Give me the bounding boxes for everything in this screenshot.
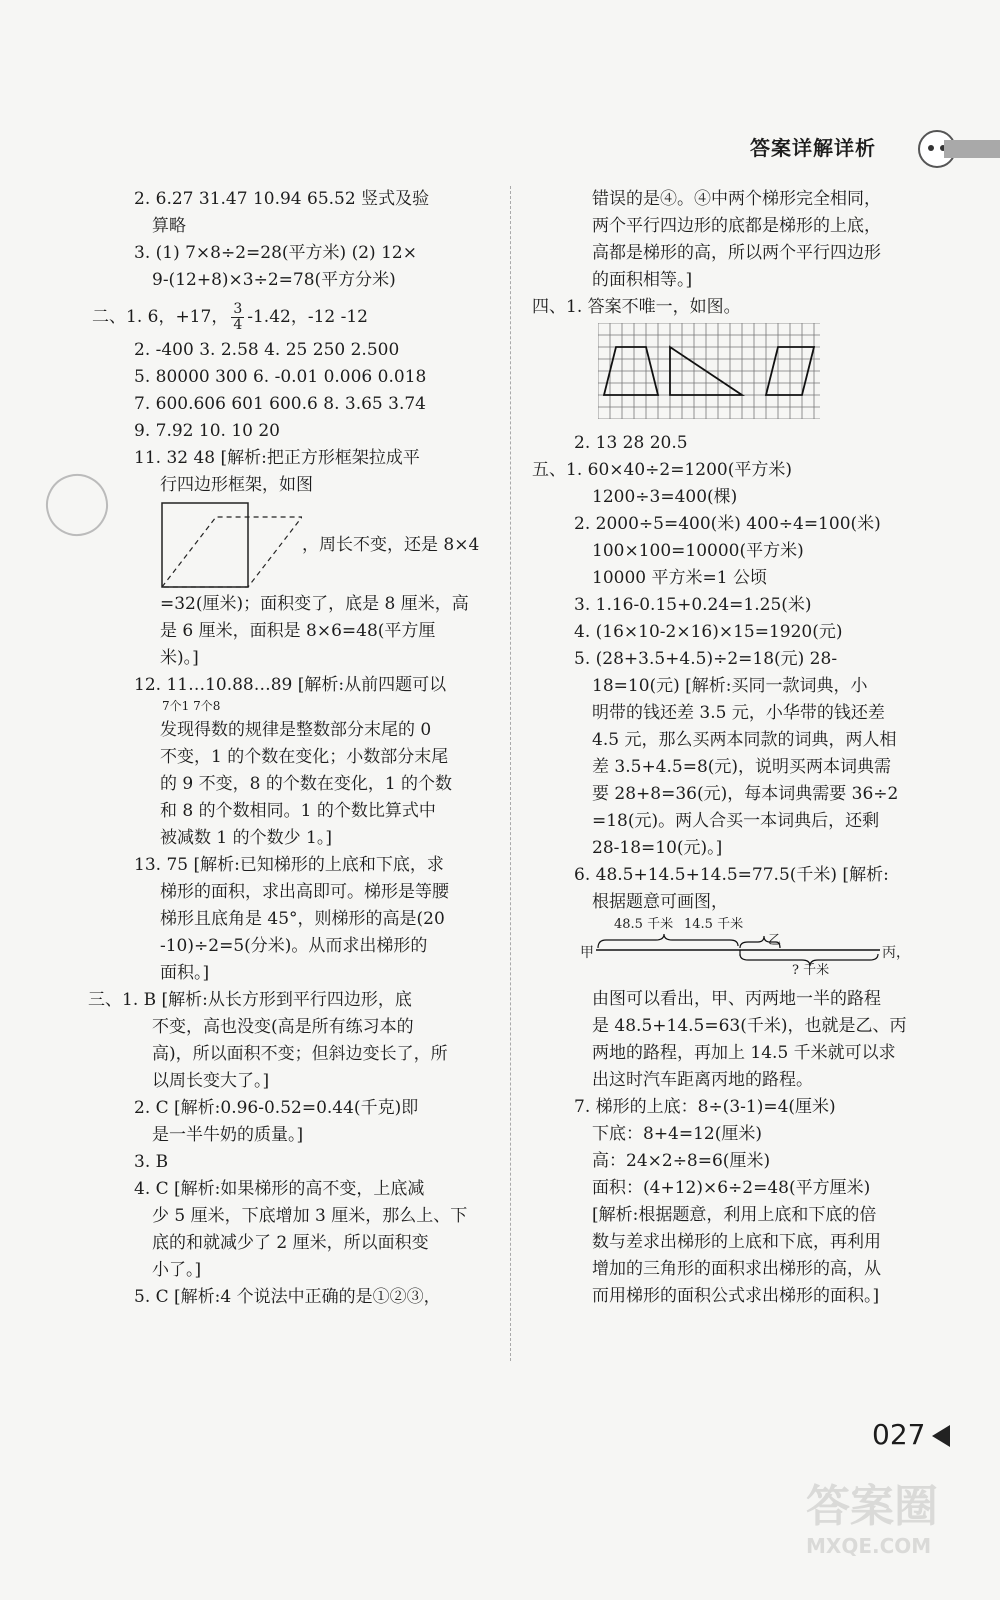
left-column <box>88 186 502 1311</box>
answer-line: 高)，所以面积不变；但斜边变长了，所 <box>152 1044 448 1064</box>
answer-line: 100×100=10000(平方米) <box>592 541 804 561</box>
answer-line: 要 28+8=36(元)，每本词典需要 36÷2 <box>592 784 899 804</box>
answer-line-section-4: 四、1. 答案不唯一，如图。 <box>532 297 741 317</box>
watermark-text-1: 答案圈 <box>806 1481 938 1532</box>
answer-line: [解析:根据题意，利用上底和下底的倍 <box>592 1205 877 1225</box>
answer-line: 两地的路程，再加上 14.5 千米就可以求 <box>592 1043 896 1063</box>
answer-line: 9-(12+8)×3÷2=78(平方分米) <box>152 270 396 290</box>
route-line-svg <box>580 918 890 984</box>
label-jia: 甲 <box>580 945 594 961</box>
answer-line: 下底：8+4=12(厘米) <box>592 1124 763 1144</box>
answer-line: 28-18=10(元)。] <box>592 838 723 858</box>
page-number: 027 <box>872 1418 926 1451</box>
answer-line: 少 5 厘米，下底增加 3 厘米，那么上、下 <box>152 1206 468 1226</box>
answer-text: -1.42，-12 -12 <box>247 307 369 327</box>
column-divider <box>510 186 511 1361</box>
answer-line: 18=10(元) [解析:买同一款词典，小 <box>592 676 868 696</box>
grid-shapes-diagram <box>598 323 820 419</box>
answer-line: 高都是梯形的高，所以两个平行四边形 <box>592 243 881 263</box>
answer-line: 差 3.5+4.5=8(元)，说明买两本词典需 <box>592 757 892 777</box>
answer-line: 底的和就减少了 2 厘米，所以面积变 <box>152 1233 429 1253</box>
answer-line: 6. 48.5+14.5+14.5=77.5(千米) [解析: <box>574 865 889 885</box>
answer-line: 4. C [解析:如果梯形的高不变，上底减 <box>134 1179 425 1199</box>
answer-line: 5. C [解析:4 个说法中正确的是①②③， <box>134 1287 441 1307</box>
watermark-logo <box>806 1470 966 1580</box>
answer-line: 梯形的面积，求出高即可。梯形是等腰 <box>160 882 449 902</box>
label-question: ? 千米 <box>792 963 830 978</box>
answer-line: 是 6 厘米，面积是 8×6=48(平方厘 <box>160 621 436 641</box>
answer-line: 和 8 的个数相同。1 的个数比算式中 <box>160 801 436 821</box>
answer-line: 面积：(4+12)×6÷2=48(平方厘米) <box>592 1178 871 1198</box>
answer-line: 2. 6.27 31.47 10.94 65.52 竖式及验 <box>134 189 430 209</box>
route-diagram <box>580 918 952 984</box>
answer-line: 明带的钱还差 3.5 元，小华带的钱还差 <box>592 703 885 723</box>
answer-line: 行四边形框架，如图 <box>160 475 313 495</box>
answer-line: 2. 2000÷5=400(米) 400÷4=100(米) <box>574 514 881 534</box>
answer-subscript: 7个1 7个8 <box>162 699 221 713</box>
answer-line: 增加的三角形的面积求出梯形的高，从 <box>592 1259 881 1279</box>
answer-line: 7. 600.606 601 600.6 8. 3.65 3.74 <box>134 394 426 414</box>
answer-line: 的面积相等。] <box>592 270 693 290</box>
answer-line: 不变，高也没变(高是所有练习本的 <box>152 1017 414 1037</box>
answer-text: 二、1. 6，+17， <box>92 307 229 327</box>
fraction-numerator: 3 <box>233 301 243 317</box>
answer-line: 由图可以看出，甲、丙两地一半的路程 <box>592 989 881 1009</box>
answer-line: 错误的是④。④中两个梯形完全相同， <box>592 189 881 209</box>
label-top-1: 48.5 千米 <box>614 917 674 932</box>
answer-line: 5. (28+3.5+4.5)÷2=18(元) 28- <box>574 649 838 669</box>
square-to-parallelogram-diagram <box>160 501 302 589</box>
answer-text: ，周长不变，还是 8×4 <box>302 534 480 555</box>
answer-line: 2. C [解析:0.96-0.52=0.44(千克)即 <box>134 1098 419 1118</box>
answer-line: 2. -400 3. 2.58 4. 25 250 2.500 <box>134 340 400 360</box>
answer-line: 13. 75 [解析:已知梯形的上底和下底，求 <box>134 855 444 875</box>
answer-line: 12. 11…10.88…89 [解析:从前四题可以 <box>134 675 447 695</box>
answer-line: 被减数 1 的个数少 1。] <box>160 828 332 848</box>
right-column <box>532 186 952 1310</box>
fraction-denominator: 4 <box>233 317 243 333</box>
label-bing: 丙， <box>882 945 910 961</box>
answer-line-section-3: 三、1. B [解析:从长方形到平行四边形，底 <box>88 990 412 1010</box>
answer-line: 数与差求出梯形的上底和下底，再利用 <box>592 1232 881 1252</box>
answer-line: 是 48.5+14.5=63(千米)，也就是乙、丙 <box>592 1016 907 1036</box>
grid-figure <box>532 323 952 428</box>
answer-line: 是一半牛奶的质量。] <box>152 1125 304 1145</box>
answer-line: =18(元)。两人合买一本词典后，还剩 <box>592 811 880 831</box>
answer-line: 的 9 不变，8 的个数在变化，1 的个数 <box>160 774 453 794</box>
answer-line: 7. 梯形的上底：8÷(3-1)=4(厘米) <box>574 1097 836 1117</box>
answer-line: 两个平行四边形的底都是梯形的上底， <box>592 216 881 236</box>
watermark-text-2: MXQE.COM <box>806 1534 932 1558</box>
answer-line: 4.5 元，那么买两本同款的词典，两人相 <box>592 730 897 750</box>
answer-line: 高：24×2÷8=6(厘米) <box>592 1151 771 1171</box>
answer-line: 发现得数的规律是整数部分末尾的 0 <box>160 720 432 740</box>
answer-line: 根据题意可画图， <box>592 892 728 912</box>
label-top-2: 14.5 千米 <box>684 917 744 932</box>
answer-line: 不变，1 的个数在变化；小数部分末尾 <box>160 747 449 767</box>
answer-line: 出这时汽车距离丙地的路程。 <box>592 1070 813 1090</box>
answer-line-section-2 <box>92 302 502 333</box>
page-header-title: 答案详解详析 <box>750 136 876 160</box>
answer-line: =32(厘米)；面积变了，底是 8 厘米，高 <box>160 594 469 614</box>
answer-line: 3. 1.16-0.15+0.24=1.25(米) <box>574 595 812 615</box>
answer-line: 10000 平方米=1 公顷 <box>592 568 767 588</box>
answer-line: 5. 80000 300 6. -0.01 0.006 0.018 <box>134 367 427 387</box>
answer-line: 梯形且底角是 45°，则梯形的高是(20 <box>160 909 445 929</box>
answer-line: 以周长变大了。] <box>152 1071 270 1091</box>
answer-line-section-5: 五、1. 60×40÷2=1200(平方米) <box>532 460 792 480</box>
answer-line: 小了。] <box>152 1260 202 1280</box>
answer-line: -10)÷2=5(分米)。从而求出梯形的 <box>160 936 428 956</box>
answer-line: 1200÷3=400(棵) <box>592 487 738 507</box>
answer-line: 3. (1) 7×8÷2=28(平方米) (2) 12× <box>134 243 417 263</box>
label-yi: 乙 <box>768 933 782 948</box>
answer-line: 面积。] <box>160 963 210 983</box>
page-arrow-icon <box>932 1425 950 1447</box>
answer-line: 米)。] <box>160 648 199 668</box>
header-bar <box>944 140 1000 158</box>
answer-line: 3. B <box>134 1152 169 1172</box>
answer-line: 4. (16×10-2×16)×15=1920(元) <box>574 622 843 642</box>
answer-line: 9. 7.92 10. 10 20 <box>134 421 280 441</box>
answer-line: 2. 13 28 20.5 <box>574 433 688 453</box>
answer-line: 而用梯形的面积公式求出梯形的面积。] <box>592 1286 880 1306</box>
answer-line: 算略 <box>152 216 186 236</box>
answer-line: 11. 32 48 [解析:把正方形框架拉成平 <box>134 448 420 468</box>
square-parallelogram-figure <box>92 501 502 589</box>
fraction <box>231 302 244 333</box>
